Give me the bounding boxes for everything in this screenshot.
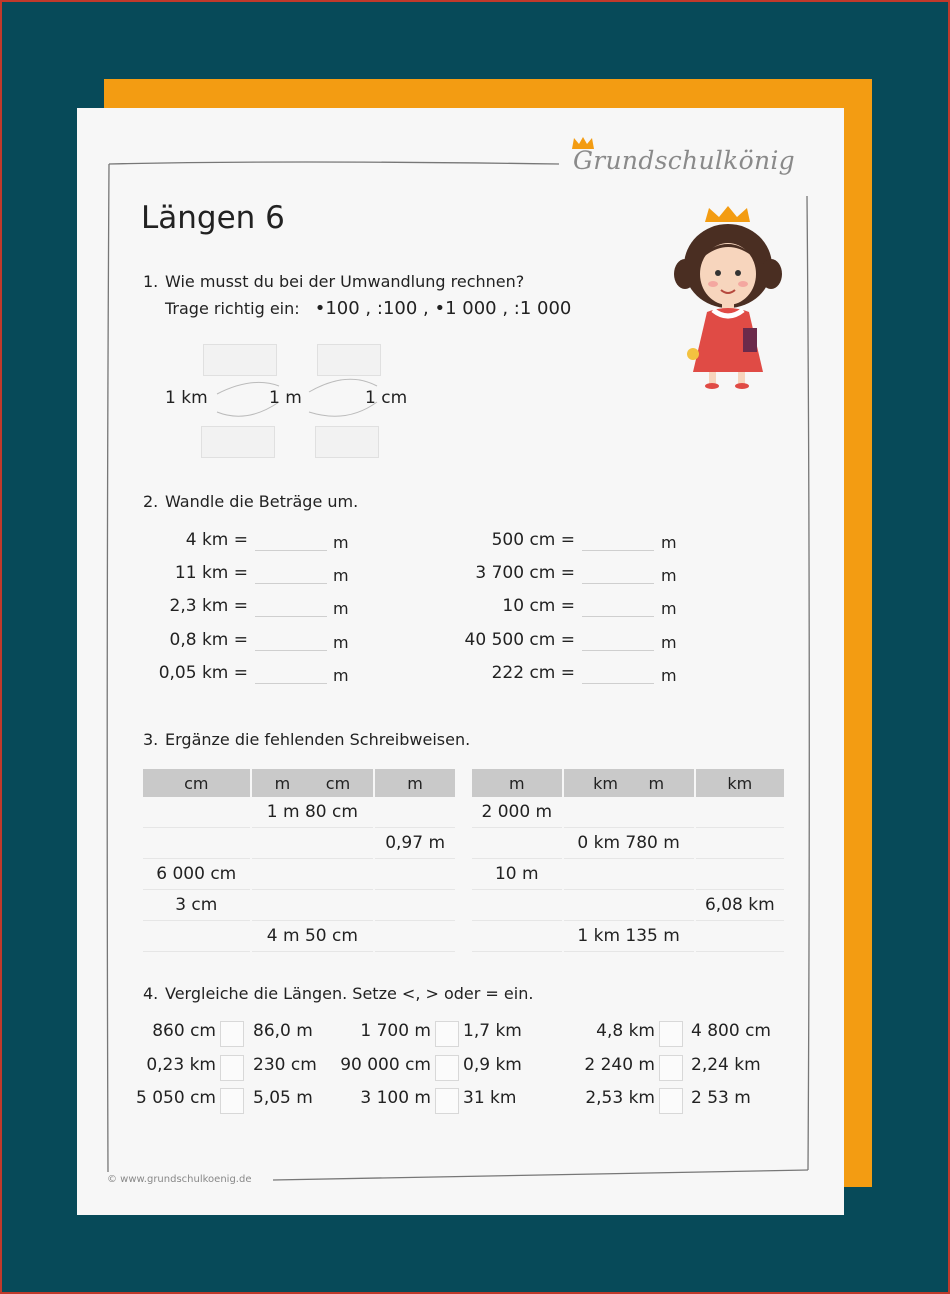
q1-number: 1.	[143, 272, 159, 291]
compare-answer-box[interactable]	[659, 1055, 683, 1081]
q2-left-label: 2,3 km =	[169, 596, 248, 616]
q2-right-answer-line[interactable]	[582, 683, 654, 684]
compare-left-value: 5 050 cm	[136, 1088, 216, 1108]
compare-right-value: 0,9 km	[463, 1055, 522, 1075]
q2-left-unit: m	[333, 566, 349, 585]
q3-number: 3.	[143, 730, 159, 749]
table-cell: 0,97 m	[374, 828, 455, 859]
q4-heading	[143, 984, 533, 1003]
answer-box-m-to-km[interactable]	[201, 426, 275, 458]
table-cell: 6 000 cm	[143, 859, 251, 890]
answer-box-cm-to-m[interactable]	[315, 426, 379, 458]
compare-right-value: 86,0 m	[253, 1021, 313, 1041]
q2-left-answer-line[interactable]	[255, 683, 327, 684]
table-cell: 6,08 km	[695, 890, 784, 921]
q2-heading	[143, 492, 358, 511]
compare-left-value: 1 700 m	[360, 1021, 431, 1041]
q2-left-answer-line[interactable]	[255, 616, 327, 617]
table-cell: 4 m 50 cm	[251, 921, 375, 952]
q4-number: 4.	[143, 984, 159, 1003]
compare-right-value: 2 53 m	[691, 1088, 751, 1108]
q2-text: Wandle die Beträge um.	[165, 492, 359, 511]
compare-answer-box[interactable]	[220, 1055, 244, 1081]
table-cell-empty[interactable]	[472, 890, 563, 921]
q2-right-unit: m	[661, 666, 677, 685]
q2-left-answer-line[interactable]	[255, 550, 327, 551]
q2-right-unit: m	[661, 533, 677, 552]
table-cell: 10 m	[472, 859, 563, 890]
q2-right-label: 222 cm =	[491, 663, 575, 683]
table-cell-empty[interactable]	[143, 828, 251, 859]
compare-left-value: 90 000 cm	[340, 1055, 431, 1075]
table-cell-empty[interactable]	[374, 921, 455, 952]
compare-answer-box[interactable]	[435, 1055, 459, 1081]
q1-text: Wie musst du bei der Umwandlung rechnen?	[165, 272, 525, 291]
q2-right-answer-line[interactable]	[582, 550, 654, 551]
unit-km: 1 km	[165, 388, 208, 408]
table-header: m	[472, 769, 563, 797]
table-row	[472, 797, 784, 828]
compare-left-value: 2 240 m	[584, 1055, 655, 1075]
compare-left-value: 3 100 m	[360, 1088, 431, 1108]
table-cell-empty[interactable]	[563, 859, 695, 890]
table-cell: 0 km 780 m	[563, 828, 695, 859]
table-cell-empty[interactable]	[251, 890, 375, 921]
compare-answer-box[interactable]	[435, 1088, 459, 1114]
table-cell-empty[interactable]	[374, 797, 455, 828]
unit-cm: 1 cm	[365, 388, 408, 408]
answer-box-km-to-m[interactable]	[203, 344, 277, 376]
table-cell-empty[interactable]	[695, 797, 784, 828]
unit-m: 1 m	[269, 388, 302, 408]
answer-box-m-to-cm[interactable]	[317, 344, 381, 376]
page-title: Längen 6	[141, 200, 285, 236]
worksheet-page	[77, 108, 844, 1215]
table-cell-empty[interactable]	[695, 828, 784, 859]
compare-answer-box[interactable]	[220, 1021, 244, 1047]
compare-answer-box[interactable]	[435, 1021, 459, 1047]
princess-illustration	[673, 204, 793, 394]
table-cell: 1 km 135 m	[563, 921, 695, 952]
q2-left-unit: m	[333, 533, 349, 552]
table-row	[143, 890, 455, 921]
q1-instruction: Trage richtig ein:	[165, 299, 300, 318]
q1-heading	[143, 272, 524, 291]
compare-right-value: 230 cm	[253, 1055, 317, 1075]
q2-number: 2.	[143, 492, 159, 511]
table-cell-empty[interactable]	[374, 859, 455, 890]
table-row	[472, 890, 784, 921]
table-cell-empty[interactable]	[374, 890, 455, 921]
compare-answer-box[interactable]	[659, 1088, 683, 1114]
q2-right-unit: m	[661, 633, 677, 652]
compare-left-value: 0,23 km	[146, 1055, 216, 1075]
q2-right-answer-line[interactable]	[582, 650, 654, 651]
compare-answer-box[interactable]	[220, 1088, 244, 1114]
q2-left-label: 0,05 km =	[158, 663, 248, 683]
q2-right-answer-line[interactable]	[582, 616, 654, 617]
compare-right-value: 1,7 km	[463, 1021, 522, 1041]
table-cell: 3 cm	[143, 890, 251, 921]
table-cell-empty[interactable]	[695, 921, 784, 952]
q4-text: Vergleiche die Längen. Setze <, > oder = ein.	[165, 984, 534, 1003]
q2-right-answer-line[interactable]	[582, 583, 654, 584]
table-row	[472, 859, 784, 890]
table-cell-empty[interactable]	[251, 859, 375, 890]
conversion-table-m-km	[472, 769, 784, 952]
q2-left-label: 0,8 km =	[169, 630, 248, 650]
table-header: cm	[143, 769, 251, 797]
q2-left-answer-line[interactable]	[255, 650, 327, 651]
table-row	[472, 828, 784, 859]
table-cell-empty[interactable]	[563, 797, 695, 828]
table-cell-empty[interactable]	[251, 828, 375, 859]
table-header: km	[695, 769, 784, 797]
conversion-table-cm-m	[143, 769, 455, 952]
footer-copyright: © www.grundschulkoenig.de	[107, 1174, 252, 1185]
compare-right-value: 5,05 m	[253, 1088, 313, 1108]
table-row	[472, 921, 784, 952]
compare-right-value: 4 800 cm	[691, 1021, 771, 1041]
table-row	[143, 828, 455, 859]
q2-right-label: 40 500 cm =	[464, 630, 575, 650]
table-cell: 2 000 m	[472, 797, 563, 828]
table-header: m	[374, 769, 455, 797]
q1-instruction-row	[165, 298, 571, 319]
table-row	[143, 859, 455, 890]
table-cell-empty[interactable]	[563, 890, 695, 921]
table-cell-empty[interactable]	[472, 828, 563, 859]
q2-left-unit: m	[333, 599, 349, 618]
table-cell-empty[interactable]	[695, 859, 784, 890]
compare-left-value: 4,8 km	[596, 1021, 655, 1041]
compare-left-value: 860 cm	[152, 1021, 216, 1041]
q2-left-label: 4 km =	[185, 530, 248, 550]
compare-left-value: 2,53 km	[585, 1088, 655, 1108]
q2-left-unit: m	[333, 633, 349, 652]
q2-right-label: 500 cm =	[491, 530, 575, 550]
q2-left-label: 11 km =	[174, 563, 248, 583]
q2-right-unit: m	[661, 599, 677, 618]
compare-answer-box[interactable]	[659, 1021, 683, 1047]
table-cell-empty[interactable]	[143, 797, 251, 828]
table-row	[143, 797, 455, 828]
q2-right-label: 10 cm =	[502, 596, 575, 616]
q3-heading	[143, 730, 470, 749]
q1-operations: •100 , :100 , •1 000 , :1 000	[314, 298, 572, 319]
q2-left-answer-line[interactable]	[255, 583, 327, 584]
table-cell-empty[interactable]	[472, 921, 563, 952]
table-cell-empty[interactable]	[143, 921, 251, 952]
compare-right-value: 2,24 km	[691, 1055, 761, 1075]
table-header: km m	[563, 769, 695, 797]
q2-left-unit: m	[333, 666, 349, 685]
table-cell: 1 m 80 cm	[251, 797, 375, 828]
brand-logo: Grundschulkönig	[573, 146, 795, 175]
table-row	[143, 921, 455, 952]
q2-right-unit: m	[661, 566, 677, 585]
table-header: m cm	[251, 769, 375, 797]
q3-text: Ergänze die fehlenden Schreibweisen.	[165, 730, 471, 749]
compare-right-value: 31 km	[463, 1088, 517, 1108]
q2-right-label: 3 700 cm =	[475, 563, 575, 583]
